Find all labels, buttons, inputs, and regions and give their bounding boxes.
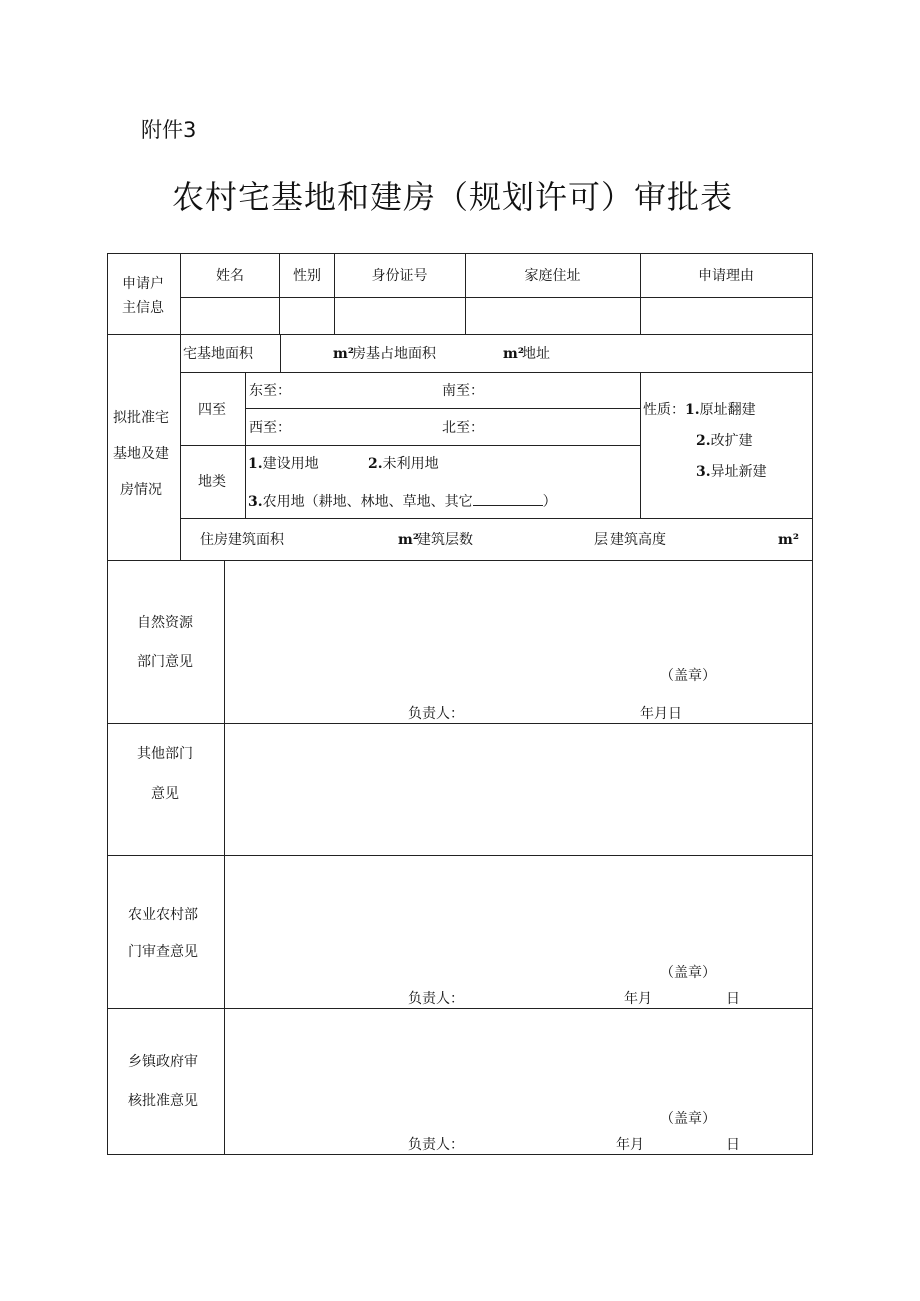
- other-dept-label-line2: 意见: [151, 786, 179, 802]
- floors-label: 建筑层数: [417, 532, 473, 548]
- floor-area-unit: m²: [398, 532, 419, 548]
- agri-dept-year-month: 年月: [624, 991, 652, 1007]
- nature-label: 性质：1.原址翻建: [643, 402, 756, 418]
- other-dept-label-line1: 其他部门: [137, 746, 193, 762]
- applicant-reason-cell[interactable]: [641, 298, 811, 333]
- nr-dept-label-line1: 自然资源: [137, 615, 193, 631]
- site-label-line3: 房情况: [120, 482, 162, 498]
- agri-dept-day: 日: [726, 991, 740, 1007]
- height-label: 建筑高度: [610, 532, 666, 548]
- applicant-label-line2: 主信息: [122, 300, 164, 316]
- town-gov-year-month: 年月: [616, 1137, 644, 1153]
- land-option-2: 2.未利用地: [368, 456, 439, 472]
- applicant-address-cell[interactable]: [466, 298, 639, 333]
- col-gender: 性别: [293, 268, 321, 284]
- footprint-area-unit: m²: [503, 346, 524, 362]
- applicant-name-cell[interactable]: [181, 298, 278, 333]
- nature-option-2: 2.改扩建: [696, 433, 753, 449]
- site-label-line1: 拟批准宅: [113, 410, 169, 426]
- page-title: 农村宅基地和建房（规划许可）审批表: [172, 178, 734, 216]
- agri-dept-label-line2: 门审查意见: [128, 944, 198, 960]
- town-gov-seal: （盖章）: [660, 1111, 716, 1127]
- town-gov-label-line2: 核批准意见: [128, 1093, 198, 1109]
- land-option-1: 1.建设用地: [248, 456, 319, 472]
- height-unit: m²: [778, 532, 799, 548]
- homestead-area-label: 宅基地面积: [183, 346, 253, 362]
- agri-dept-person: 负责人：: [408, 991, 464, 1007]
- boundaries-label: 四至: [198, 402, 226, 418]
- col-id-number: 身份证号: [371, 268, 428, 284]
- nature-option-3: 3.异址新建: [696, 464, 767, 480]
- agri-dept-seal: （盖章）: [660, 965, 716, 981]
- homestead-area-unit: m²: [333, 346, 354, 362]
- nr-dept-label-line2: 部门意见: [137, 654, 193, 670]
- agri-dept-opinion-area[interactable]: [226, 857, 811, 957]
- town-gov-day: 日: [726, 1137, 740, 1153]
- land-option-3: 3.农用地（耕地、林地、草地、其它 ）: [248, 494, 557, 510]
- town-gov-label-line1: 乡镇政府审: [128, 1054, 198, 1070]
- annex-label: 附件3: [141, 118, 197, 142]
- col-reason: 申请理由: [698, 268, 754, 284]
- agri-dept-label-line1: 农业农村部: [128, 907, 198, 923]
- other-dept-opinion-area[interactable]: [226, 725, 811, 853]
- col-address: 家庭住址: [524, 268, 581, 284]
- town-gov-opinion-area[interactable]: [226, 1010, 811, 1105]
- col-name: 姓名: [216, 268, 244, 284]
- nr-dept-seal: （盖章）: [660, 668, 716, 684]
- footprint-area-label: 房基占地面积: [352, 346, 436, 362]
- nr-dept-opinion-area[interactable]: [226, 562, 811, 662]
- east-boundary: 东至：: [249, 383, 291, 399]
- floors-unit: 层: [594, 532, 608, 548]
- north-boundary: 北至：: [442, 420, 484, 436]
- applicant-id-cell[interactable]: [335, 298, 464, 333]
- site-label-line2: 基地及建: [113, 446, 169, 462]
- south-boundary: 南至：: [442, 383, 484, 399]
- location-label: 地址: [522, 346, 550, 362]
- applicant-gender-cell[interactable]: [280, 298, 333, 333]
- nr-dept-date: 年月日: [640, 706, 682, 722]
- applicant-label-line1: 申请户: [122, 276, 164, 292]
- west-boundary: 西至：: [249, 420, 291, 436]
- nr-dept-person: 负责人：: [408, 706, 464, 722]
- floor-area-label: 住房建筑面积: [200, 532, 284, 548]
- town-gov-person: 负责人：: [408, 1137, 464, 1153]
- land-type-label: 地类: [198, 474, 226, 490]
